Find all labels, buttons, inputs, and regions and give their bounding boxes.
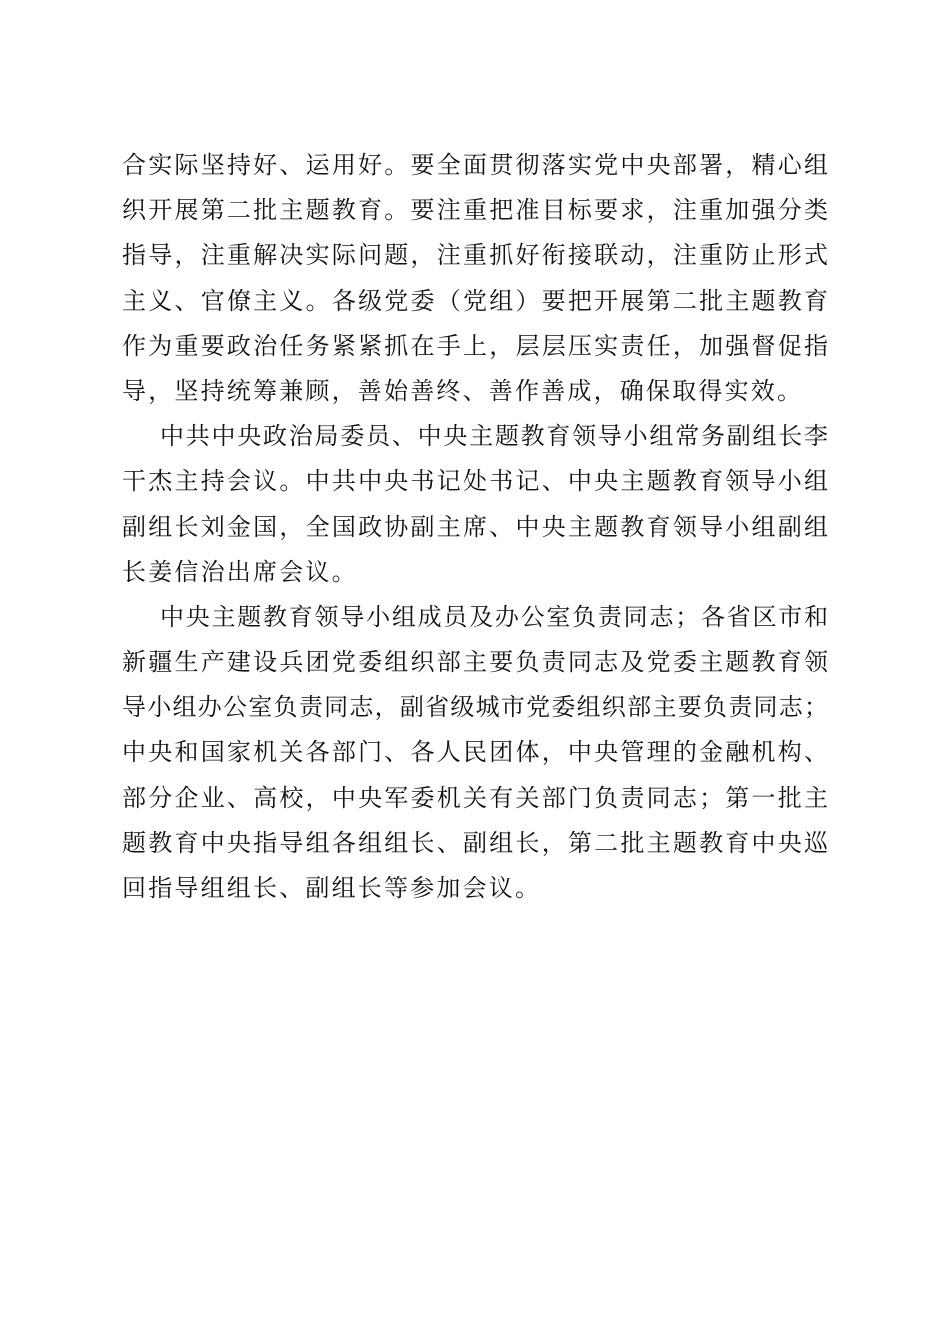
paragraph-2-line-2: 干杰主持会议。中共中央书记处书记、中央主题教育领导小组 — [122, 467, 828, 496]
paragraph-2-line-4: 长姜信治出席会议。 — [122, 557, 358, 586]
paragraph-3-line-7: 回指导组组长、副组长等参加会议。 — [122, 874, 542, 902]
paragraph-3-line-6: 题教育中央指导组各组组长、副组长，第二批主题教育中央巡 — [122, 828, 828, 857]
paragraph-1-line-3: 指导，注重解决实际问题，注重抓好衔接联动，注重防止形式 — [122, 241, 828, 270]
paragraph-3-line-1: 中央主题教育领导小组成员及办公室负责同志；各省区市和 — [160, 602, 828, 631]
paragraph-1-line-6: 导，坚持统筹兼顾，善始善终、善作善成，确保取得实效。 — [122, 376, 804, 405]
paragraph-2-line-3: 副组长刘金国，全国政协副主席、中央主题教育领导小组副组 — [122, 512, 828, 541]
paragraph-1-line-1: 合实际坚持好、运用好。要全面贯彻落实党中央部署，精心组 — [122, 151, 828, 179]
paragraph-3-line-4: 中央和国家机关各部门、各人民团体，中央管理的金融机构、 — [122, 738, 828, 767]
paragraph-1-line-5: 作为重要政治任务紧紧抓在手上，层层压实责任，加强督促指 — [122, 331, 828, 360]
paragraph-2-line-1: 中共中央政治局委员、中央主题教育领导小组常务副组长李 — [160, 422, 828, 451]
paragraph-3-line-3: 导小组办公室负责同志，副省级城市党委组织部主要负责同志； — [122, 693, 828, 722]
paragraph-3-line-5: 部分企业、高校，中央军委机关有关部门负责同志；第一批主 — [122, 783, 828, 812]
paragraph-3-line-2: 新疆生产建设兵团党委组织部主要负责同志及党委主题教育领 — [122, 648, 828, 677]
paragraph-1-line-4: 主义、官僚主义。各级党委（党组）要把开展第二批主题教育 — [122, 286, 828, 315]
paragraph-1-line-2: 织开展第二批主题教育。要注重把准目标要求，注重加强分类 — [122, 196, 828, 225]
document-body — [122, 143, 828, 911]
